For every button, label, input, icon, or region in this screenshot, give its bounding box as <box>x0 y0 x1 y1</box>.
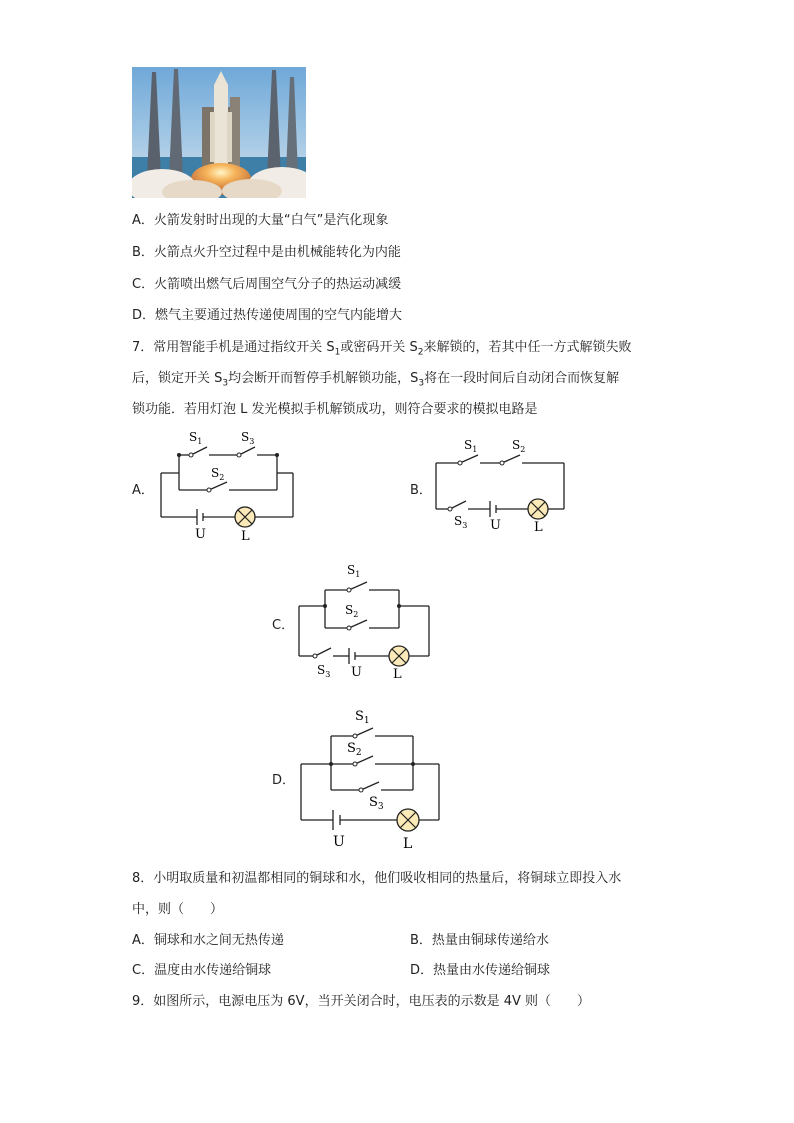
q8-option-a: A．铜球和水之间无热传递 <box>132 933 284 948</box>
q8-stem-line1: 8．小明取质量和初温都相同的铜球和水，他们吸收相同的热量后，将铜球立即投入水 <box>132 871 622 886</box>
q8-option-d: D．热量由水传递给铜球 <box>410 963 551 978</box>
q8-option-c: C．温度由水传递给铜球 <box>132 963 272 978</box>
circuit-b-label: B． <box>410 483 432 498</box>
q7-stem-line2: 后，锁定开关 $S_3$均会断开而暂停手机解锁功能，$S_3$将在一段时间后自动闭合而恢复解 <box>132 371 620 389</box>
svg-text:S2: $S_2$ <box>211 466 225 482</box>
svg-text:S3: $S_3$ <box>454 514 468 530</box>
q9-stem-line1: 9．如图所示，电源电压为 6V，当开关闭合时，电压表的示数是 4V 则（ ） <box>132 994 590 1009</box>
circuit-c-diagram <box>293 558 438 683</box>
svg-text:U: U <box>351 665 362 680</box>
svg-text:S1: $S_1$ <box>355 709 370 726</box>
svg-text:U: U <box>195 527 206 542</box>
svg-text:L: L <box>534 520 543 535</box>
q6-option-b: B．火箭点火升空过程中是由机械能转化为内能 <box>132 245 401 260</box>
q6-option-c: C．火箭喷出燃气后周围空气分子的热运动减缓 <box>132 277 402 292</box>
circuit-a-label: A． <box>132 483 154 498</box>
svg-text:S1: $S_1$ <box>464 438 478 454</box>
q8-option-b: B．热量由铜球传递给水 <box>410 933 549 948</box>
svg-text:S3: $S_3$ <box>369 795 384 812</box>
svg-text:S3: $S_3$ <box>317 663 331 679</box>
q6-option-a: A．火箭发射时出现的大量“白气”是汽化现象 <box>132 213 389 228</box>
circuit-d-diagram <box>293 702 448 852</box>
svg-text:S2: $S_2$ <box>347 741 362 758</box>
svg-text:S3: $S_3$ <box>241 430 255 446</box>
svg-text:L: L <box>241 529 250 544</box>
svg-text:S1: $S_1$ <box>347 563 361 579</box>
svg-text:L: L <box>393 667 402 682</box>
svg-text:S2: $S_2$ <box>512 438 526 454</box>
q6-option-d: D．燃气主要通过热传递使周围的空气内能增大 <box>132 308 403 323</box>
rocket-launch-photo <box>132 67 306 198</box>
circuit-c-label: C． <box>272 618 295 633</box>
svg-text:S1: $S_1$ <box>189 430 203 446</box>
circuit-d-label: D． <box>272 773 296 788</box>
q7-stem-line3: 锁功能．若用灯泡 L 发光模拟手机解锁成功，则符合要求的模拟电路是 <box>132 402 538 417</box>
svg-text:S2: $S_2$ <box>345 603 359 619</box>
svg-text:U: U <box>490 518 501 533</box>
circuit-b-diagram <box>430 435 570 535</box>
q8-stem-line2: 中，则（ ） <box>132 902 224 917</box>
svg-text:L: L <box>403 836 413 852</box>
q7-stem-line1: 7．常用智能手机是通过指纹开关 $S_1$或密码开关 $S_2$来解锁的，若其中任一方式解锁失败 <box>132 340 632 358</box>
circuit-a-diagram <box>155 425 300 545</box>
svg-text:U: U <box>333 834 345 850</box>
